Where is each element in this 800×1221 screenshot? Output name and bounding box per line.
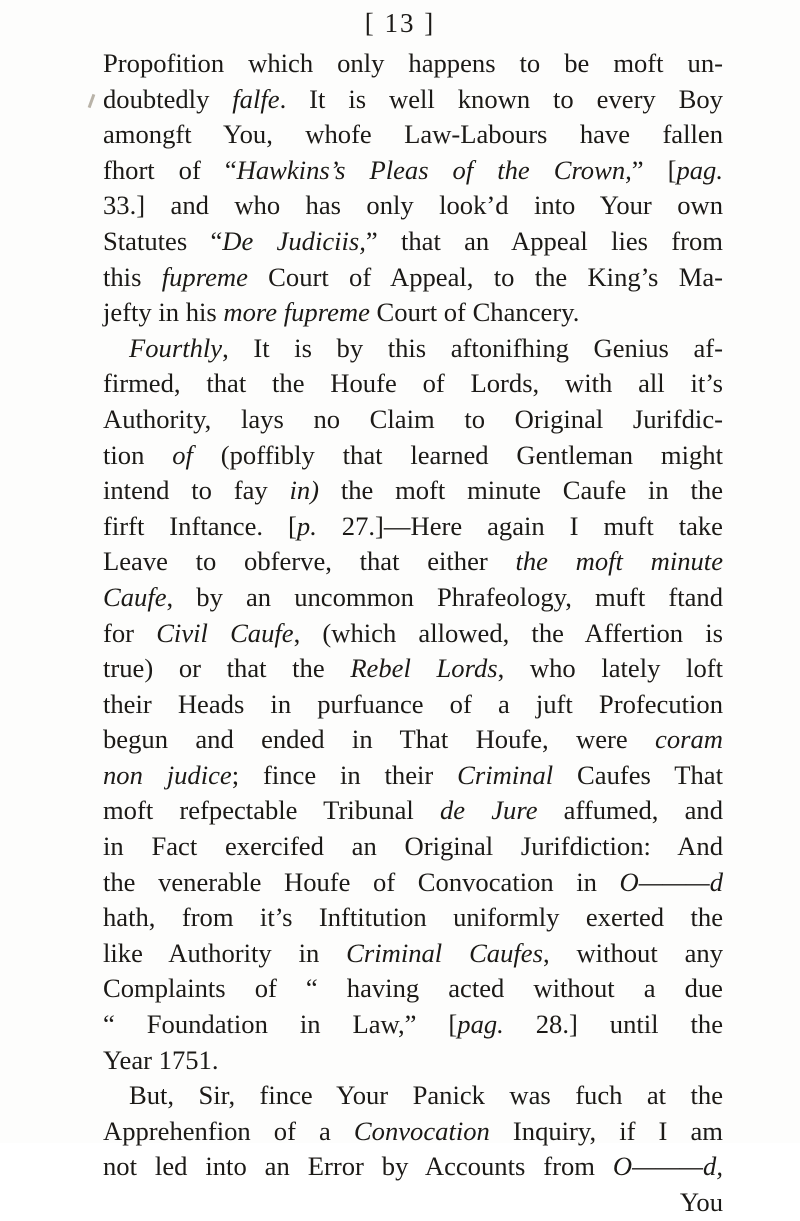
margin-mark xyxy=(88,94,96,108)
text-line xyxy=(103,1007,723,1043)
text-segment: , (which allowed, the Affertion is xyxy=(293,617,723,648)
italic-text: Caufe xyxy=(103,581,167,612)
italic-text: Rebel Lords xyxy=(350,653,498,684)
text-segment: 27.]—Here again I muft take xyxy=(316,510,723,541)
text-segment: “ Foundation in Law,” [ xyxy=(103,1009,458,1040)
italic-text: O———d xyxy=(619,866,723,897)
text-segment: doubtedly xyxy=(103,83,233,114)
text-segment: , who lately loft xyxy=(497,653,723,684)
text-line xyxy=(103,829,723,865)
text-line xyxy=(103,865,723,901)
text-segment: 28.] until the xyxy=(503,1009,723,1040)
text-segment: begun and ended in That Houfe, were xyxy=(103,724,656,755)
text-line xyxy=(103,402,723,438)
text-segment: firmed, that the Houfe of Lords, with all it’s xyxy=(103,368,723,399)
text-line xyxy=(103,117,723,153)
text-segment: , by an uncommon Phrafeology, muft ftand xyxy=(166,581,723,612)
text-line xyxy=(103,793,723,829)
body-text xyxy=(103,46,723,1221)
text-segment: Propofition which only happens to be moft un- xyxy=(103,48,723,78)
text-segment: Caufes That xyxy=(553,759,723,790)
text-segment: firft Inftance. [ xyxy=(103,510,297,541)
text-segment: for xyxy=(103,617,157,648)
text-segment: ” that an Appeal lies from xyxy=(365,225,723,256)
text-line xyxy=(103,687,723,723)
italic-text: Criminal xyxy=(457,759,554,790)
italic-text: of xyxy=(172,439,193,470)
text-segment: their Heads in purfuance of a juft Profecution xyxy=(103,688,723,719)
text-segment: tion xyxy=(103,439,173,470)
text-segment: the venerable Houfe of Convocation in xyxy=(103,866,620,897)
italic-text: pag. xyxy=(457,1009,504,1040)
text-line xyxy=(103,722,723,758)
text-segment: Leave to obferve, that either xyxy=(103,546,516,577)
text-segment: (poffibly that learned Gentleman might xyxy=(192,439,723,470)
italic-text: non judice xyxy=(103,759,232,790)
text-line xyxy=(103,1043,723,1079)
text-segment: ; fince in their xyxy=(231,759,458,790)
text-segment: Year 1751. xyxy=(103,1044,219,1075)
text-segment: the moft minute Caufe in the xyxy=(319,475,724,506)
text-segment: , without any xyxy=(542,937,724,968)
italic-text: coram xyxy=(655,724,723,755)
italic-text: De Judiciis, xyxy=(222,225,366,256)
text-segment: this xyxy=(103,261,162,292)
text-segment: Inquiry, if I am xyxy=(489,1115,723,1146)
italic-text: Fourthly xyxy=(129,332,223,363)
text-line xyxy=(103,438,723,474)
text-line xyxy=(103,651,723,687)
text-line xyxy=(103,1078,723,1114)
text-line xyxy=(103,580,723,616)
text-segment: amongft You, whofe Law-Labours have fallen xyxy=(103,119,723,150)
italic-text: O———d, xyxy=(612,1151,723,1182)
text-segment: moft refpectable Tribunal xyxy=(103,795,440,826)
text-segment: fhort of “ xyxy=(103,154,237,185)
text-segment: Court of Chancery. xyxy=(369,297,580,328)
text-line xyxy=(103,82,723,118)
text-line xyxy=(103,295,723,331)
italic-text: fupreme xyxy=(161,261,248,292)
text-line xyxy=(103,1114,723,1150)
text-segment: intend to fay xyxy=(103,475,290,506)
italic-text: the moft minute xyxy=(515,546,723,577)
text-segment: Authority, lays no Claim to Original Jurifdic- xyxy=(103,403,723,434)
text-line xyxy=(103,331,723,367)
text-line xyxy=(103,1185,723,1221)
text-line xyxy=(103,1149,723,1185)
italic-text: falfe xyxy=(232,83,280,114)
text-segment: not led into an Error by Accounts from xyxy=(103,1151,613,1182)
text-line xyxy=(103,936,723,972)
text-line xyxy=(103,366,723,402)
text-segment: Complaints of “ having acted without a due xyxy=(103,973,723,1004)
italic-text: Convocation xyxy=(353,1115,490,1146)
text-line xyxy=(103,260,723,296)
italic-text: pag. xyxy=(676,154,723,185)
italic-text: de Jure xyxy=(439,795,538,826)
text-line xyxy=(103,544,723,580)
text-line xyxy=(103,473,723,509)
italic-text: Civil Caufe xyxy=(156,617,294,648)
text-segment: in Fact exercifed an Original Jurifdiction: And xyxy=(103,831,723,862)
text-line xyxy=(103,46,723,82)
text-segment: , It is by this aftonifhing Genius af- xyxy=(222,332,723,363)
text-line xyxy=(103,509,723,545)
text-segment: hath, from it’s Inftitution uniformly exerted the xyxy=(103,902,723,933)
text-line xyxy=(103,616,723,652)
text-segment: ” [ xyxy=(631,154,677,185)
text-segment: like Authority in xyxy=(103,937,347,968)
text-segment: affumed, and xyxy=(537,795,723,826)
text-line xyxy=(103,971,723,1007)
text-segment: Apprehenfion of a xyxy=(103,1115,354,1146)
italic-text: Criminal Caufes xyxy=(346,937,543,968)
text-segment: Court of Appeal, to the King’s Ma- xyxy=(247,261,723,292)
italic-text: more fupreme xyxy=(223,297,370,328)
text-line xyxy=(103,153,723,189)
italic-text: in) xyxy=(289,475,320,506)
text-segment: 33.] and who has only look’d into Your own xyxy=(103,190,723,221)
text-line xyxy=(103,900,723,936)
text-segment: true) or that the xyxy=(103,653,351,684)
italic-text: Hawkins’s Pleas of the Crown, xyxy=(236,154,632,185)
page-number-header: [ 13 ] xyxy=(364,8,436,38)
text-segment: But, Sir, fince Your Panick was fuch at the xyxy=(129,1080,723,1111)
text-line xyxy=(103,224,723,260)
text-segment: You xyxy=(679,1187,723,1217)
text-segment: Statutes “ xyxy=(103,225,223,256)
text-segment: . It is well known to every Boy xyxy=(279,83,723,114)
text-line xyxy=(103,758,723,794)
italic-text: p. xyxy=(296,510,317,541)
text-line xyxy=(103,188,723,224)
text-segment: jefty in his xyxy=(103,297,224,328)
